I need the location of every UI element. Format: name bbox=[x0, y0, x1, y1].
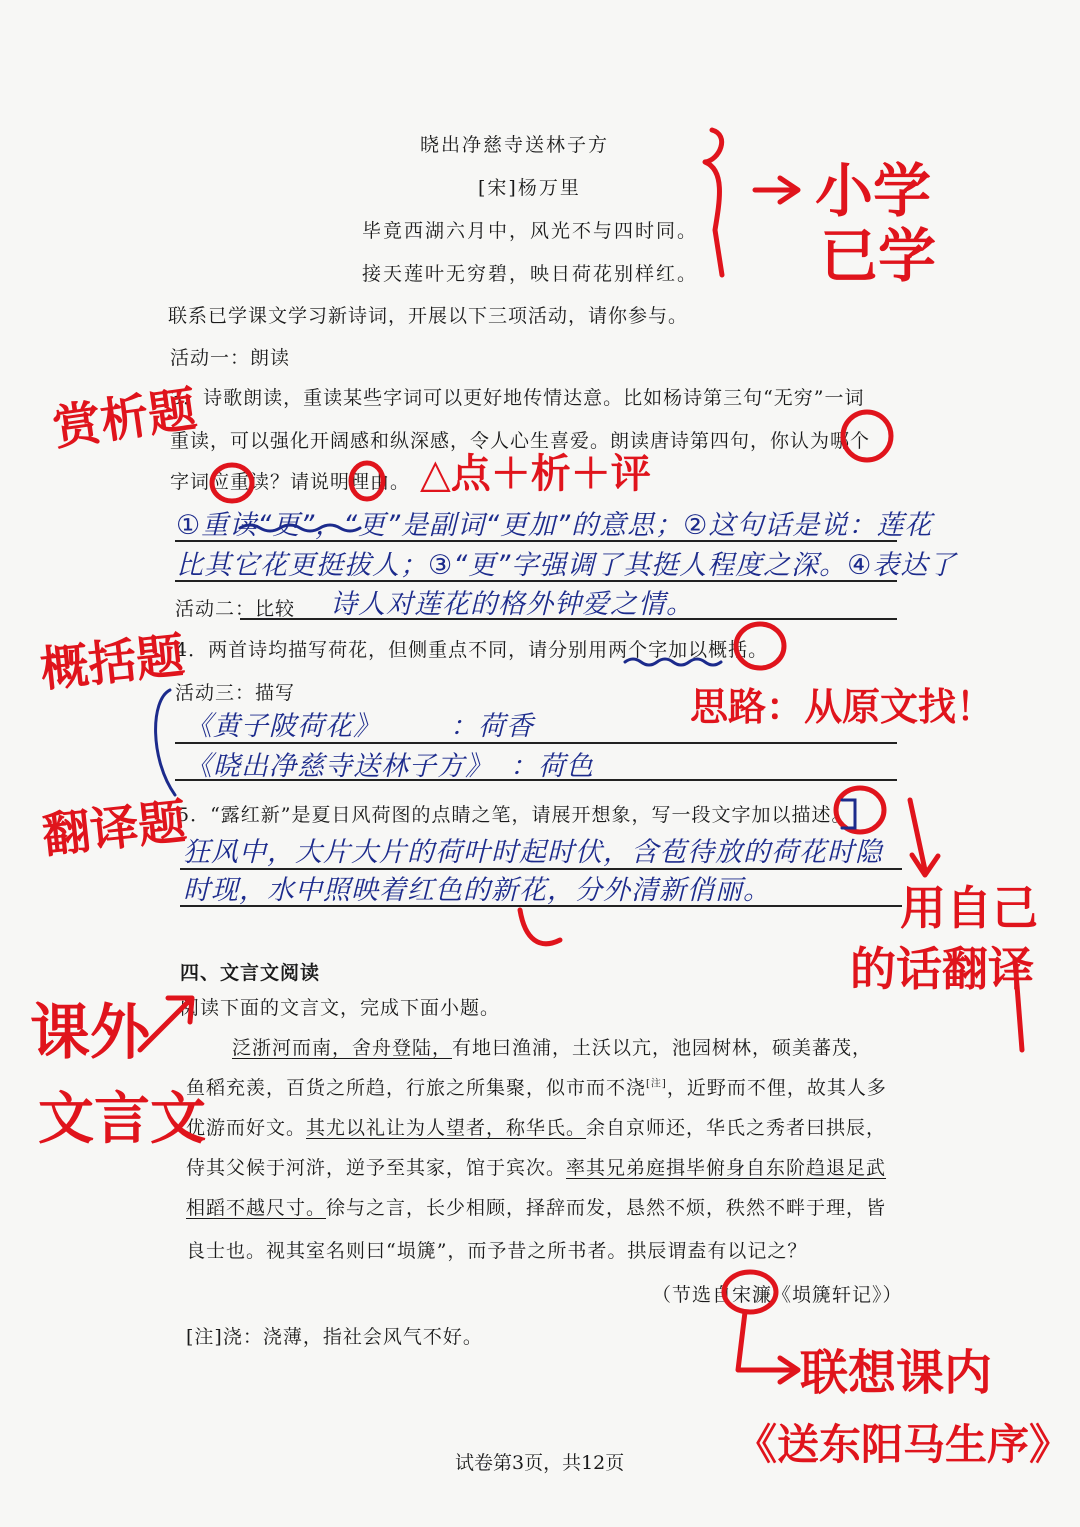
section-4-heading: 四、文言文阅读 bbox=[180, 962, 321, 984]
question-3-line-3: 字词应重读？请说明理由。 bbox=[170, 471, 411, 493]
question-4: 4．两首诗均描写荷花，但侧重点不同，请分别用两个字加以概括。 bbox=[175, 639, 769, 661]
annotation-extracurricular-2: 文言文 bbox=[38, 1087, 206, 1152]
annotation-approach: 思路：从原文找！ bbox=[690, 685, 995, 729]
annotation-appreciation: 赏析题 bbox=[49, 381, 200, 457]
wavy-underline bbox=[240, 525, 360, 531]
arrow-mark bbox=[910, 800, 938, 875]
question-3-line-2: 重读，可以强化开阔感和纵深感，令人心生喜爱。朗读唐诗第四句，你认为哪个 bbox=[170, 430, 871, 452]
bracket-mark bbox=[705, 130, 722, 275]
poem-line-1: 毕竟西湖六月中，风光不与四时同。 bbox=[362, 220, 699, 242]
annotation-learned-1: 小学 bbox=[815, 157, 932, 225]
poem-title: 晓出净慈寺送林子方 bbox=[420, 134, 610, 156]
text-source: （节选自宋濂《埙篪轩记》） bbox=[652, 1284, 903, 1306]
q3-handwritten-answer-2: 比其它花更挺拔人；③“更”字强调了其挺人程度之深。④表达了 bbox=[176, 550, 957, 581]
q3-handwritten-answer-3: 诗人对莲花的格外钟爱之情。 bbox=[330, 589, 694, 620]
text-span: 鱼稻充羡，百货之所趋，行旅之所集聚，似市而不浇 bbox=[186, 1077, 647, 1099]
q5-handwritten-answer-2: 时现，水中照映着红色的新花，分外清新俏丽。 bbox=[183, 875, 771, 906]
arrow-mark bbox=[738, 1312, 798, 1382]
arrow-mark bbox=[140, 998, 192, 1050]
annotation-associate: 联想课内 bbox=[800, 1345, 993, 1401]
q3-handwritten-answer-1: ①重读“更”，“更”是副词“更加”的意思；②这句话是说：莲花 bbox=[176, 510, 933, 541]
circle-mark bbox=[724, 1272, 776, 1312]
curve-mark bbox=[520, 910, 560, 944]
underlined-phrase: 其尤以礼让为人望者，称华氏。 bbox=[306, 1117, 587, 1139]
circle-mark bbox=[836, 788, 884, 832]
q4-answer-2: ：荷色 bbox=[510, 751, 594, 782]
bracket-mark bbox=[156, 690, 175, 795]
circle-mark bbox=[351, 463, 383, 499]
bracket-mark bbox=[1015, 960, 1022, 1050]
circle-mark bbox=[212, 465, 252, 501]
activity-2-label: 活动二：比较 bbox=[175, 598, 296, 620]
text-span: ，近野而不俚，故其人多 bbox=[666, 1077, 887, 1099]
text-span: 优游而好文。 bbox=[186, 1117, 307, 1139]
q4-answer-2-title: 《晓出净慈寺送林子方》 bbox=[185, 751, 493, 782]
section-4-instruction: 阅读下面的文言文，完成下面小题。 bbox=[180, 997, 501, 1019]
circle-mark bbox=[843, 412, 891, 460]
annotation-own-words-2: 的话翻译 bbox=[850, 942, 1034, 996]
intro-text: 联系已学课文学习新诗词，开展以下三项活动，请你参与。 bbox=[168, 305, 689, 327]
underlined-phrase: 相蹈不越尺寸。 bbox=[186, 1197, 327, 1219]
text-span: 余自京师还，华氏之秀者曰拱辰， bbox=[586, 1117, 887, 1139]
q5-handwritten-answer-1: 狂风中，大片大片的荷叶时起时伏，含苞待放的荷花时隐 bbox=[183, 837, 883, 868]
annotation-extracurricular-1: 课外 bbox=[30, 998, 150, 1068]
activity-3-label: 活动三：描写 bbox=[175, 682, 296, 704]
classical-text-line-6: 良士也。视其室名则曰“埙篪”，而予昔之所书者。拱辰谓盍有以记之？ bbox=[186, 1240, 808, 1262]
text-span: 侍其父候于河浒，逆予至其家，馆于宾次。 bbox=[186, 1157, 567, 1179]
annotation-related-text: 《送东阳马生序》 bbox=[735, 1420, 1072, 1469]
page-footer: 试卷第3页，共12页 bbox=[455, 1452, 625, 1474]
text-span: 有地曰渔浦，土沃以亢，池园树林，硕美蕃茂， bbox=[452, 1037, 873, 1059]
underlined-phrase: 率其兄弟庭揖毕俯身自东阶趋退足武 bbox=[566, 1157, 887, 1179]
q4-answer-1-title: 《黄子陂荷花》 bbox=[185, 711, 381, 742]
poem-line-2: 接天莲叶无穷碧，映日荷花别样红。 bbox=[362, 263, 699, 285]
annotation-learned-2: 已学 bbox=[820, 222, 937, 290]
annotation-translation: 翻译题 bbox=[39, 793, 190, 865]
poem-author: [宋]杨万里 bbox=[478, 177, 581, 199]
activity-1-label: 活动一：朗读 bbox=[170, 347, 291, 369]
underlined-phrase: 泛浙河而南，舍舟登陆， bbox=[232, 1037, 453, 1059]
question-3-line-1: 3．诗歌朗读，重读某些字词可以更好地传情达意。比如杨诗第三句“无穷”一词 bbox=[170, 387, 865, 409]
question-5: 5．“露红新”是夏日风荷图的点睛之笔，请展开想象，写一段文字加以描述。 bbox=[177, 804, 852, 826]
annotation-summary: 概括题 bbox=[37, 627, 188, 699]
note-marker: [注] bbox=[646, 1078, 667, 1090]
circle-mark bbox=[736, 624, 784, 668]
text-span: 徐与之言，长少相顾，择辞而发，恳然不烦，秩然不畔于理，皆 bbox=[326, 1197, 887, 1219]
q4-answer-1: ：荷香 bbox=[450, 711, 534, 742]
annotation-note: [注]浇：浇薄，指社会风气不好。 bbox=[186, 1326, 483, 1348]
wavy-underline bbox=[625, 659, 721, 665]
arrow-mark bbox=[755, 178, 798, 202]
annotation-point-analyze: △点＋析＋评 bbox=[420, 451, 651, 497]
annotation-own-words-1: 用自己 bbox=[900, 881, 1038, 935]
